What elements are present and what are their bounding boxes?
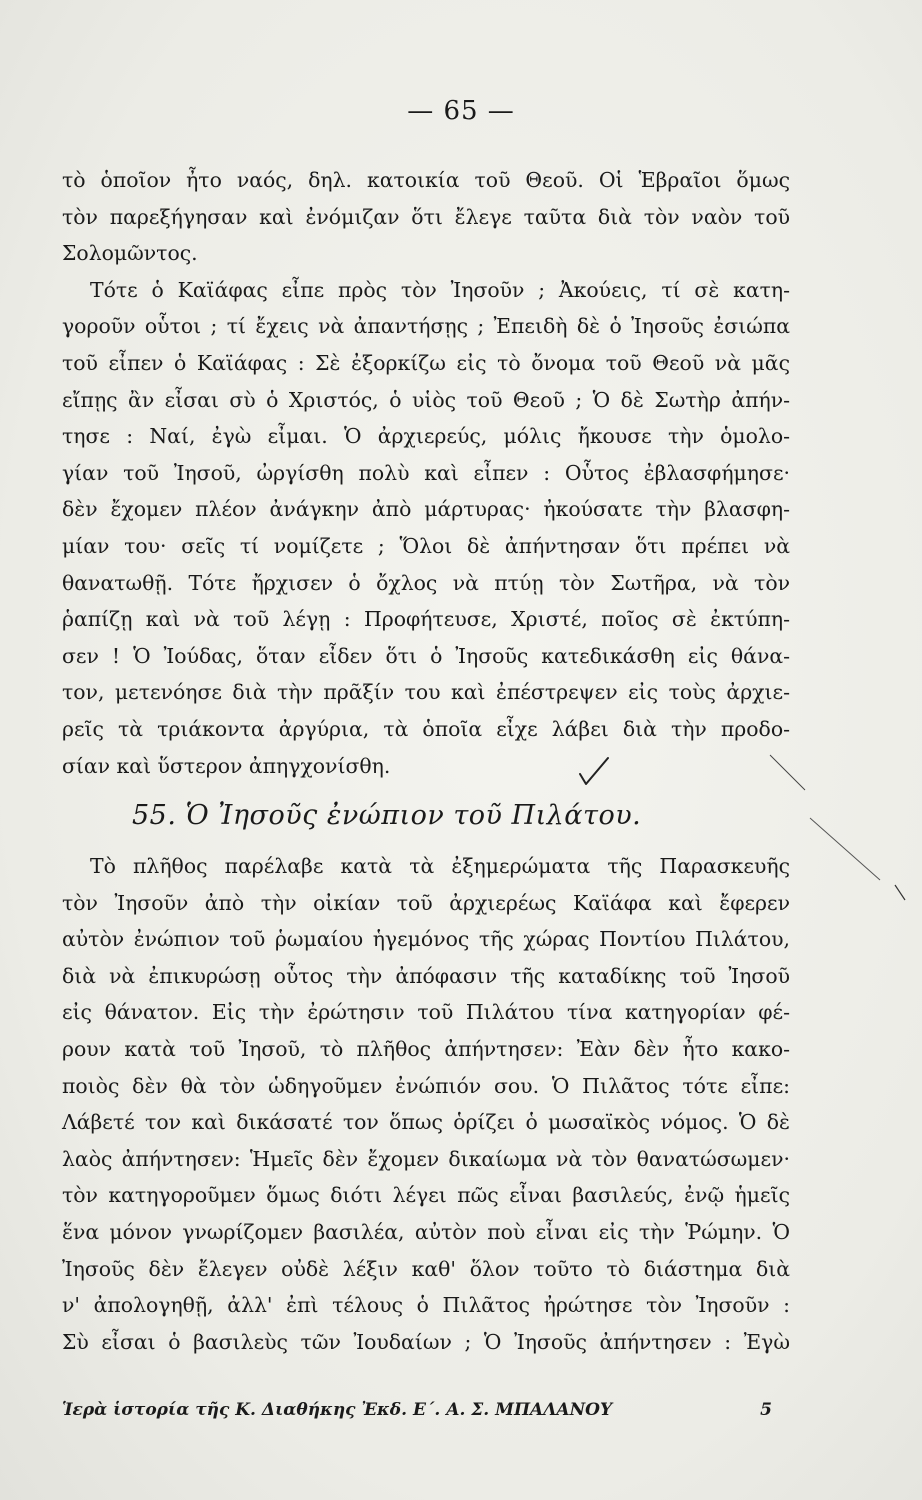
text-line: εἴπῃς ἂν εἶσαι σὺ ὁ Χριστός, ὁ υἱὸς τοῦ Θεοῦ ; Ὁ δὲ Σωτὴρ ἀπήν-	[62, 387, 790, 412]
text-line: ρεῖς τὰ τριάκοντα ἀργύρια, τὰ ὁποῖα εἶχε λάβει διὰ τὴν προδο-	[62, 716, 790, 741]
text-line: ν' ἀπολογηθῇ, ἀλλ' ἐπὶ τέλους ὁ Πιλᾶτος ἠρώτησε τὸν Ἰησοῦν :	[62, 1293, 790, 1318]
body-text-top	[62, 162, 790, 784]
text-line: τὸν παρεξήγησαν καὶ ἐνόμιζαν ὅτι ἔλεγε ταῦτα διὰ τὸν ναὸν τοῦ	[62, 204, 790, 229]
text-line: σίαν καὶ ὕστερον ἀπηγχονίσθη.	[62, 753, 391, 778]
section-heading: 55. Ὁ Ἰησοῦς ἐνώπιον τοῦ Πιλάτου.	[132, 800, 642, 831]
text-line: ρουν κατὰ τοῦ Ἰησοῦ, τὸ πλῆθος ἀπήντησεν: Ἐὰν δὲν ἦτο κακο-	[62, 1036, 790, 1061]
text-line: δὲν ἔχομεν πλέον ἀνάγκην ἀπὸ μάρτυρας· ἠκούσατε τὴν βλασφη-	[62, 497, 790, 522]
text-line: Σολομῶντος.	[62, 241, 198, 266]
text-line: Τὸ πλῆθος παρέλαβε κατὰ τὰ ἐξημερώματα τῆς Παρασκευῆς	[90, 854, 790, 878]
text-line: Σὺ εἶσαι ὁ βασιλεὺς τῶν Ἰουδαίων ; Ὁ Ἰησοῦς ἀπήντησεν : Ἐγὼ	[62, 1329, 790, 1354]
text-line: τὸν Ἰησοῦν ἀπὸ τὴν οἰκίαν τοῦ ἀρχιερέως Καϊάφα καὶ ἔφερεν	[62, 890, 790, 915]
text-line: τὸ ὁποῖον ἦτο ναός, δηλ. κατοικία τοῦ Θεοῦ. Οἱ Ἑβραῖοι ὅμως	[62, 168, 790, 192]
page-footer	[62, 1400, 772, 1420]
text-line: Τότε ὁ Καϊάφας εἶπε πρὸς τὸν Ἰησοῦν ; Ἀκούεις, τί σὲ κατη-	[90, 277, 790, 302]
text-line: αὐτὸν ἐνώπιον τοῦ ῥωμαίου ἡγεμόνος τῆς χώρας Ποντίου Πιλάτου,	[62, 927, 790, 952]
text-line: λαὸς ἀπήντησεν: Ἡμεῖς δὲν ἔχομεν δικαίωμα νὰ τὸν θανατώσωμεν·	[62, 1146, 790, 1171]
text-line: ῥαπίζῃ καὶ νὰ τοῦ λέγῃ : Προφήτευσε, Χριστέ, ποῖος σὲ ἐκτύπη-	[62, 607, 790, 632]
text-line: γοροῦν οὗτοι ; τί ἔχεις νὰ ἀπαντήσῃς ; Ἐπειδὴ δὲ ὁ Ἰησοῦς ἐσιώπα	[62, 314, 790, 339]
text-line: γίαν τοῦ Ἰησοῦ, ὠργίσθη πολὺ καὶ εἶπεν : Οὗτος ἐβλασφήμησε·	[62, 460, 790, 485]
handwritten-checkmark-icon	[578, 756, 612, 788]
text-line: εἰς θάνατον. Εἰς τὴν ἐρώτησιν τοῦ Πιλάτου τίνα κατηγορίαν φέ-	[62, 1000, 790, 1025]
page-number: — 65 —	[407, 96, 515, 126]
text-line: τὸν κατηγοροῦμεν ὅμως διότι λέγει πῶς εἶναι βασιλεύς, ἐνῷ ἡμεῖς	[62, 1183, 790, 1208]
body-text-bottom	[62, 848, 790, 1360]
text-line: διὰ νὰ ἐπικυρώσῃ οὗτος τὴν ἀπόφασιν τῆς καταδίκης τοῦ Ἰησοῦ	[62, 963, 790, 988]
text-line: ποιὸς δὲν θὰ τὸν ὡδηγοῦμεν ἐνώπιόν σου. Ὁ Πιλᾶτος τότε εἶπε:	[62, 1073, 790, 1098]
signature-mark: 5	[760, 1400, 772, 1420]
text-line: Ἰησοῦς δὲν ἔλεγεν οὐδὲ λέξιν καθ' ὅλον τοῦτο τὸ διάστημα διὰ	[62, 1256, 790, 1281]
text-line: μίαν του· σεῖς τί νομίζετε ; Ὅλοι δὲ ἀπήντησαν ὅτι πρέπει νὰ	[62, 533, 790, 558]
text-line: θανατωθῇ. Τότε ἤρχισεν ὁ ὄχλος νὰ πτύῃ τὸν Σωτῆρα, νὰ τὸν	[62, 570, 790, 595]
text-line: Λάβετέ τον καὶ δικάσατέ τον ὅπως ὁρίζει ὁ μωσαϊκὸς νόμος. Ὁ δὲ	[62, 1110, 790, 1135]
text-line: ἕνα μόνον γνωρίζομεν βασιλέα, αὐτὸν ποὺ εἶναι εἰς τὴν Ῥώμην. Ὁ	[62, 1219, 790, 1244]
text-line: σεν ! Ὁ Ἰούδας, ὅταν εἶδεν ὅτι ὁ Ἰησοῦς κατεδικάσθη εἰς θάνα-	[62, 643, 790, 668]
text-line: τοῦ εἶπεν ὁ Καϊάφας : Σὲ ἐξορκίζω εἰς τὸ ὄνομα τοῦ Θεοῦ νὰ μᾶς	[62, 350, 790, 375]
text-line: τον, μετενόησε διὰ τὴν πρᾶξίν του καὶ ἐπέστρεψεν εἰς τοὺς ἀρχιε-	[62, 680, 790, 705]
footer-title: Ἱερὰ ἱστορία τῆς Κ. Διαθήκης Ἐκδ. Ε΄. Α. Σ. ΜΠΑΛΑΝΟΥ	[62, 1400, 613, 1420]
text-line: τησε : Ναί, ἐγὼ εἶμαι. Ὁ ἀρχιερεύς, μόλις ἤκουσε τὴν ὁμολο-	[62, 424, 790, 449]
